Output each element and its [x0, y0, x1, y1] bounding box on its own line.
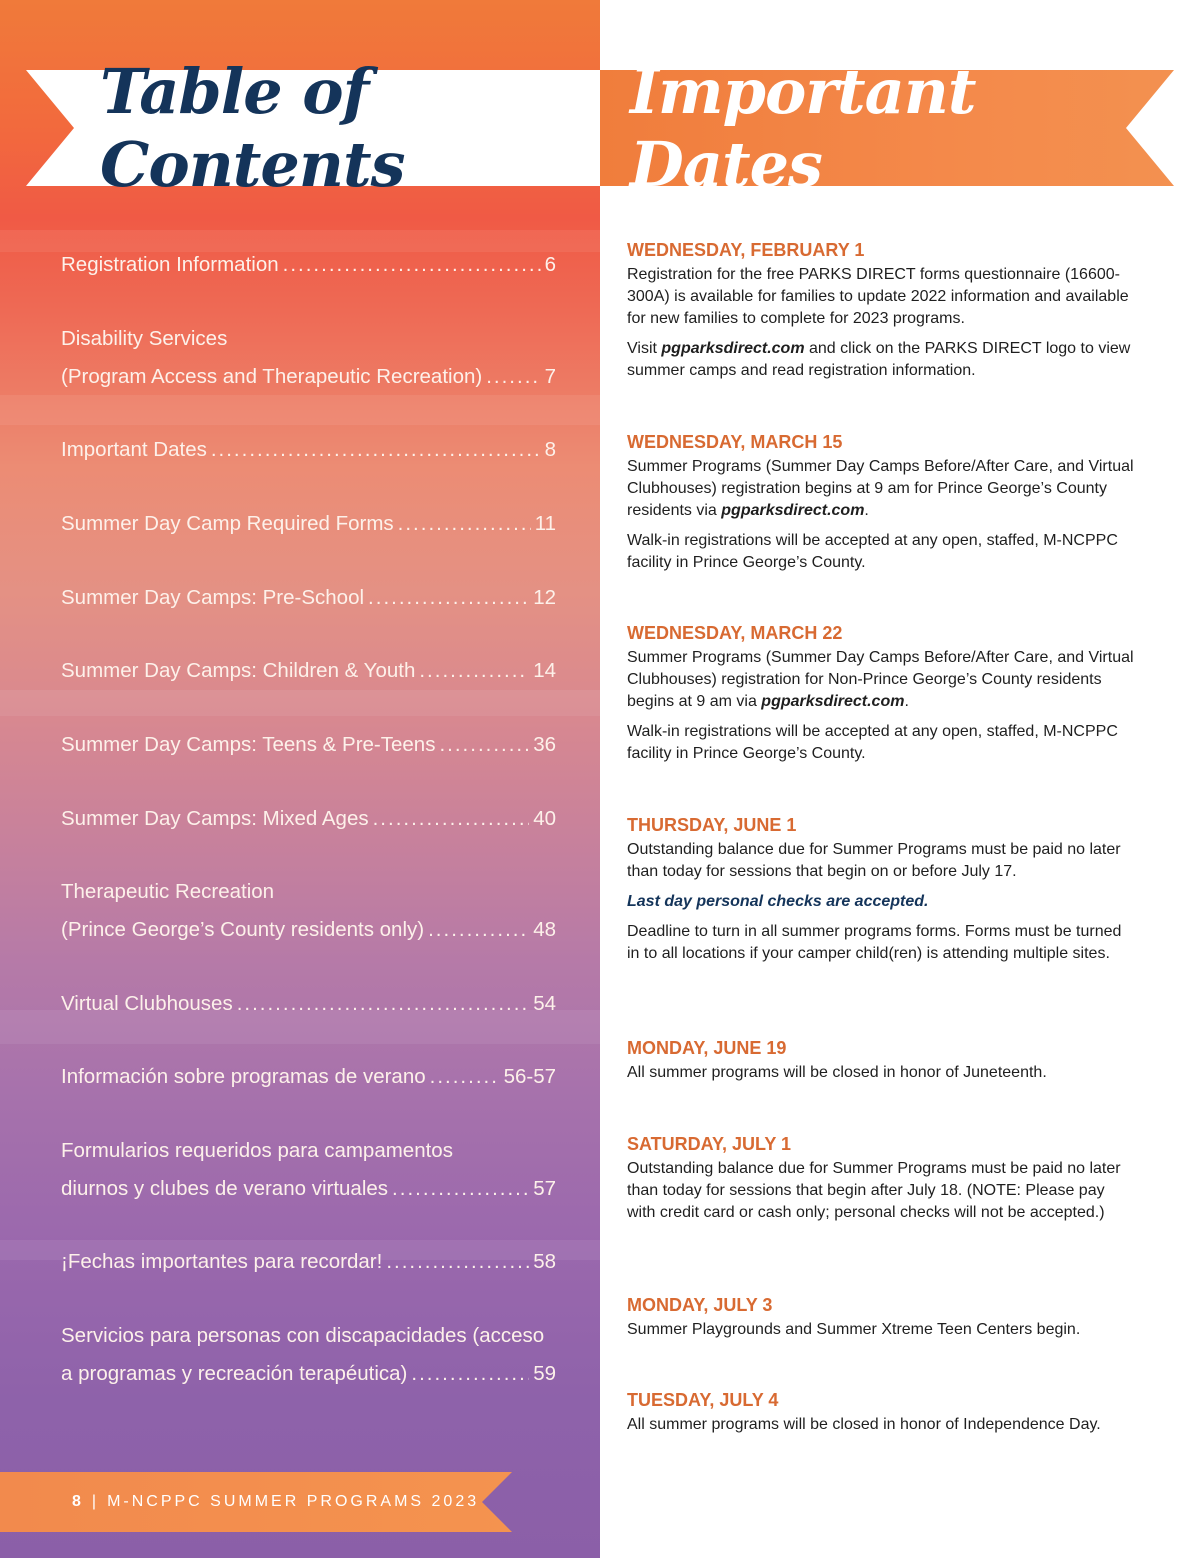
- toc-entry-virtual-clubhouses[interactable]: [61, 985, 556, 1023]
- date-text: Registration for the free PARKS DIRECT forms questionnaire (16600-300A) is available for families to update 2022 information and available for new families to complete for 2023 programs.: [627, 266, 1129, 327]
- toc-entry-label: (Program Access and Therapeutic Recreation): [61, 365, 483, 388]
- toc-entry-page: 36: [533, 733, 556, 756]
- toc-entry-label: Virtual Clubhouses: [61, 992, 233, 1015]
- toc-entry-mixed-ages[interactable]: [61, 800, 556, 838]
- date-event: [627, 1293, 1137, 1349]
- toc-entry-label: (Prince George’s County residents only): [61, 918, 425, 941]
- toc-entry-registration[interactable]: [61, 246, 556, 284]
- date-heading: THURSDAY, JUNE 1: [627, 815, 797, 835]
- leader-dots: [411, 1355, 529, 1393]
- leader-dots: [428, 911, 529, 949]
- leader-dots: [373, 800, 530, 838]
- date-text: All summer programs will be closed in honor of Juneteenth.: [627, 1064, 1047, 1081]
- footer-publication: M-NCPPC SUMMER PROGRAMS 2023: [107, 1493, 480, 1510]
- toc-entry-teens[interactable]: [61, 726, 556, 764]
- date-event: [627, 430, 1137, 582]
- toc-entry-children-youth[interactable]: [61, 652, 556, 690]
- leader-dots: [419, 652, 529, 690]
- date-text: Deadline to turn in all summer programs forms. Forms must be turned in to all locations if your camper child(ren) is attending multiple sites.: [627, 923, 1122, 962]
- toc-entry-label: Summer Day Camps: Children & Youth: [61, 659, 416, 682]
- toc-entry-label: Important Dates: [61, 438, 207, 461]
- date-paragraph: [627, 921, 1137, 965]
- toc-entry-page: 8: [544, 438, 556, 461]
- date-heading: MONDAY, JUNE 19: [627, 1038, 787, 1058]
- date-event: [627, 1388, 1137, 1444]
- toc-entry-label: ¡Fechas importantes para recordar!: [61, 1250, 383, 1273]
- toc-entry-required-forms[interactable]: [61, 505, 556, 543]
- leader-dots: [283, 246, 541, 284]
- toc-entry-page: 54: [533, 992, 556, 1015]
- date-text: and click on the PARKS DIRECT logo to view summer camps and read registration information.: [627, 340, 1131, 379]
- leader-dots: [392, 1170, 529, 1208]
- date-text: Summer Programs (Summer Day Camps Before/After Care, and Virtual Clubhouses) registration begins at 9 am for Prince George’s County residents via: [627, 458, 1134, 519]
- toc-entry-servicios[interactable]: [61, 1317, 556, 1393]
- toc-entry-disability-services[interactable]: [61, 320, 556, 396]
- date-text: Summer Playgrounds and Summer Xtreme Teen Centers begin.: [627, 1321, 1081, 1338]
- leader-dots: [211, 431, 541, 469]
- toc-entry-label: Summer Day Camp Required Forms: [61, 512, 394, 535]
- date-text: Visit: [627, 340, 662, 357]
- date-text: Outstanding balance due for Summer Programs must be paid no later than today for sessions that begin after July 18. (NOTE: Please pay with credit card or cash only; personal checks will not be accepted.): [627, 1160, 1121, 1221]
- leader-dots: [368, 579, 529, 617]
- date-paragraph: [627, 1414, 1137, 1436]
- leader-dots: [386, 1243, 529, 1281]
- leader-dots: [439, 726, 529, 764]
- date-paragraph: [627, 1158, 1137, 1224]
- date-event: [627, 1036, 1137, 1092]
- date-paragraph: [627, 1062, 1137, 1084]
- toc-entry-pre-school[interactable]: [61, 579, 556, 617]
- toc-entry-label: Información sobre programas de verano: [61, 1065, 426, 1088]
- date-heading: TUESDAY, JULY 4: [627, 1390, 779, 1410]
- date-heading: SATURDAY, JULY 1: [627, 1134, 792, 1154]
- date-paragraph: [627, 530, 1137, 574]
- date-paragraph: [627, 647, 1137, 713]
- toc-entry-label: Summer Day Camps: Teens & Pre-Teens: [61, 733, 436, 756]
- toc-entry-page: 56-57: [503, 1065, 556, 1088]
- date-emphasis: Last day personal checks are accepted.: [627, 893, 929, 910]
- date-text: Outstanding balance due for Summer Programs must be paid no later than today for sessions that begin on or before July 17.: [627, 841, 1121, 880]
- dates-title: Important Dates: [630, 55, 976, 201]
- date-event: [627, 238, 1137, 390]
- toc-entry-page: 11: [534, 512, 556, 535]
- toc-entry-informacion[interactable]: [61, 1058, 556, 1096]
- date-text: Summer Programs (Summer Day Camps Before/After Care, and Virtual Clubhouses) registration for Non-Prince George’s County residents begins at 9 am via: [627, 649, 1134, 710]
- toc-entry-label: Registration Information: [61, 253, 279, 276]
- toc-entry-page: 48: [533, 918, 556, 941]
- date-text: All summer programs will be closed in honor of Independence Day.: [627, 1416, 1101, 1433]
- date-heading: WEDNESDAY, MARCH 22: [627, 623, 843, 643]
- toc-entry-page: 59: [533, 1362, 556, 1385]
- leader-dots: [398, 505, 531, 543]
- footer-page-number: 8: [72, 1493, 84, 1510]
- date-text: Walk-in registrations will be accepted at any open, staffed, M-NCPPC facility in Prince George’s County.: [627, 723, 1118, 762]
- date-heading: WEDNESDAY, FEBRUARY 1: [627, 240, 865, 260]
- toc-entry-fechas[interactable]: [61, 1243, 556, 1281]
- toc-entry-label: diurnos y clubes de verano virtuales: [61, 1177, 389, 1200]
- date-paragraph: [627, 456, 1137, 522]
- date-text: .: [864, 502, 869, 519]
- toc-entry-label: Disability Services: [61, 327, 228, 350]
- toc-entry-label: Summer Day Camps: Pre-School: [61, 586, 365, 609]
- date-text: Walk-in registrations will be accepted at any open, staffed, M-NCPPC facility in Prince George’s County.: [627, 532, 1118, 571]
- toc-entry-label: a programas y recreación terapéutica): [61, 1362, 408, 1385]
- website-link[interactable]: pgparksdirect.com: [721, 502, 865, 519]
- watercolor-streak: [0, 690, 600, 716]
- leader-dots: [486, 358, 540, 396]
- toc-entry-label: Therapeutic Recreation: [61, 880, 275, 903]
- date-event: [627, 813, 1137, 973]
- toc-entry-formularios[interactable]: [61, 1132, 556, 1208]
- toc-entry-label: Formularios requeridos para campamentos: [61, 1139, 453, 1162]
- date-paragraph: [627, 338, 1137, 382]
- date-event: [627, 1132, 1137, 1232]
- toc-entry-page: 57: [533, 1177, 556, 1200]
- toc-entry-page: 58: [533, 1250, 556, 1273]
- toc-entry-label: Summer Day Camps: Mixed Ages: [61, 807, 369, 830]
- toc-title: Table of Contents: [100, 55, 405, 201]
- toc-entry-page: 12: [533, 586, 556, 609]
- website-link[interactable]: pgparksdirect.com: [661, 340, 805, 357]
- toc-entry-page: 40: [533, 807, 556, 830]
- toc-entry-page: 14: [533, 659, 556, 682]
- toc-entry-label: Servicios para personas con discapacidades (acceso: [61, 1324, 545, 1347]
- toc-entry-page: 7: [544, 365, 556, 388]
- footer-separator: |: [91, 1493, 100, 1510]
- date-heading: MONDAY, JULY 3: [627, 1295, 773, 1315]
- toc-entry-page: 6: [544, 253, 556, 276]
- date-text: .: [904, 693, 909, 710]
- footer: [72, 1472, 479, 1532]
- date-event: [627, 621, 1137, 773]
- leader-dots: [237, 985, 529, 1023]
- watercolor-streak: [0, 395, 600, 425]
- date-paragraph: [627, 1319, 1137, 1341]
- date-paragraph: [627, 839, 1137, 883]
- date-paragraph: [627, 264, 1137, 330]
- date-paragraph: [627, 721, 1137, 765]
- toc-entry-therapeutic-recreation[interactable]: [61, 873, 556, 949]
- website-link[interactable]: pgparksdirect.com: [761, 693, 905, 710]
- date-heading: WEDNESDAY, MARCH 15: [627, 432, 843, 452]
- toc-entry-important-dates[interactable]: [61, 431, 556, 469]
- leader-dots: [430, 1058, 500, 1096]
